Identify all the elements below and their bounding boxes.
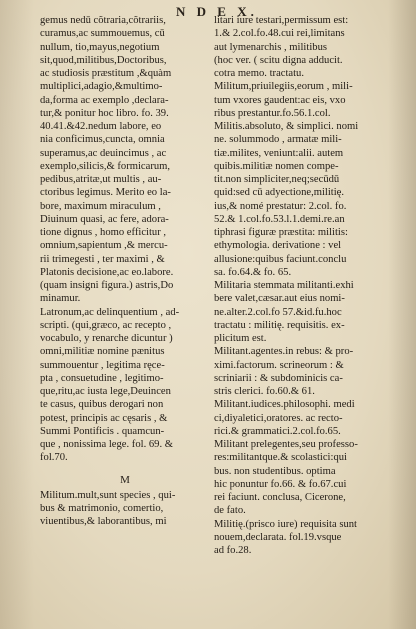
text-line: bere valet,cæsar.aut eius nomi- [214, 293, 345, 305]
text-line: Militaria stemmata militanti.exhi [214, 280, 354, 291]
left-column-lines-after [40, 489, 210, 529]
text-line: ad fo.28. [214, 545, 252, 556]
right-column [214, 14, 389, 557]
text-line: litari iure testari,permissum est: [214, 15, 349, 26]
text-line: pta , consuetudine , legitimo- [40, 372, 164, 384]
page-left-shadow [0, 0, 34, 629]
text-line: 1.& 2.col.fo.48.cui rei,limitans [214, 28, 345, 40]
right-column-lines [214, 14, 389, 557]
text-line: bore, maximum miraculum , [40, 200, 161, 212]
text-line: scripti. (qui,græco, ac recepto , [40, 319, 172, 331]
left-column [40, 14, 210, 528]
text-line: hic ponuntur fo.66. & fo.67.cui [214, 478, 347, 490]
text-line: quibis.militiæ nomen compe- [214, 160, 339, 172]
text-line: tiæ.milites, veniunt:alii. autem [214, 147, 344, 159]
section-letter: M [120, 473, 130, 486]
text-line: tiphrasi figuræ præstita: militis: [214, 227, 348, 238]
running-head: N D E X. [176, 4, 258, 19]
text-line: quid:sed cū adyectione,militię. [214, 187, 345, 199]
text-line: que , nonissima lege. fol. 69. & [40, 439, 173, 450]
text-line: cotra memo. tractatu. [214, 68, 305, 79]
text-line: omnium,sapientum ,& mercu- [40, 240, 168, 252]
text-line: de fato. [214, 505, 246, 517]
text-line: ethymologia. derivatione : vel [214, 240, 342, 252]
text-line: Militis.absoluto, & simplici. nomi [214, 121, 359, 132]
text-line: 52.& 1.col.fo.53.l.1.demi.re.an [214, 213, 345, 225]
text-line: multiplici,adagio,&multimo- [40, 81, 163, 93]
text-line: omni,militiæ nomine pænitus [40, 346, 165, 358]
text-line: ius,& nomé prestatur: 2.col. fo. [214, 200, 347, 212]
text-line: potest, principis ac cęsaris , & [40, 412, 168, 424]
text-line: superamus,ac deuincimus , ac [40, 147, 167, 159]
text-line: nia conficimus,cuncta, omnia [40, 134, 165, 146]
text-line: aut lymenarchis , militibus [214, 41, 327, 53]
text-line: vocabulo, y renarche dicuntur ) [40, 333, 173, 344]
text-line: curamus,ac summouemus, cū [40, 28, 165, 40]
text-line: Militant.agentes.in rebus: & pro- [214, 346, 354, 358]
text-line: ne.alter.2.col.fo 57.&id.fu.hoc [214, 306, 342, 318]
text-line: Summi Pontificis . quamcun- [40, 425, 165, 437]
page-edge-shadow [388, 0, 416, 629]
text-line: gemus nedū cõtraria,cõtrariis, [40, 15, 166, 26]
text-line: bus. non studentibus. optima [214, 465, 336, 477]
text-line: Platonis decisione,ac eo.labore. [40, 266, 174, 278]
text-line: allusione:quibus faciunt.conclu [214, 253, 347, 265]
text-line: exemplo,silicis,& formicarum, [40, 160, 171, 172]
text-line: rici.& grammatici.2.col.fo.65. [214, 425, 341, 437]
text-line: nouem,declarata. fol.19.vsque [214, 531, 342, 543]
text-line: da,forma ac exemplo ,declara- [40, 94, 169, 106]
text-line: tractatu : militię. requisitis. ex- [214, 319, 345, 331]
text-line: minamur. [40, 293, 81, 305]
text-line: ac studiosis præstitum ,&quàm [40, 68, 172, 79]
text-line: Diuinum quasi, ac fere, adora- [40, 213, 169, 225]
text-line: Militum,priuilegiis,eorum , mili- [214, 81, 353, 93]
text-line: fol.70. [40, 452, 68, 464]
text-line: Militant prelegentes,seu professo- [214, 439, 358, 450]
text-line: Latronum,ac delinquentium , ad- [40, 306, 180, 318]
text-line: tum vxores gaudent:ac eis, vxo [214, 94, 346, 106]
text-line: ctoribus legimus. Merito eo la- [40, 187, 171, 199]
text-line: ribus prestantur.fo.56.1.col. [214, 107, 331, 119]
text-line: nullum, tio,mayus,negotium [40, 41, 160, 53]
text-line: stris clerici. fo.60.& 61. [214, 386, 315, 397]
text-line: te casus, quibus derogari non [40, 399, 164, 411]
text-line: (quam insigni figura.) astris,Do [40, 280, 174, 291]
text-line: ne. solummodo , armatæ mili- [214, 134, 342, 146]
text-line: tione dignus , homo efficitur , [40, 227, 167, 238]
text-line: scriniarii : & subdominicis ca- [214, 372, 343, 384]
text-line: Militię.(prisco iure) requisita sunt [214, 518, 357, 530]
text-line: pedibus,atritæ,ut multis , au- [40, 174, 162, 185]
left-column-lines [40, 14, 210, 465]
text-line: ci,diyaletici,oratores. ac recto- [214, 412, 343, 424]
text-line: 40.41.&42.nedum labore, eo [40, 121, 162, 132]
text-line: Militum.mult,sunt species , qui- [40, 489, 176, 501]
text-line: rei faciunt. conclusa, Cicerone, [214, 492, 346, 503]
text-line: viuentibus,& laborantibus, mi [40, 516, 167, 527]
text-line: plicitum est. [214, 333, 267, 344]
text-line: Militant.iudices.philosophi. medi [214, 399, 355, 411]
text-line: rii trimegesti , ter maximi , & [40, 253, 165, 265]
text-line: sit,quod,militibus,Doctoribus, [40, 54, 167, 66]
text-line: sa. fo.64.& fo. 65. [214, 266, 292, 278]
text-line: bus & matrimonio, comertio, [40, 502, 164, 514]
text-line: res:militantque.& scolastici:qui [214, 452, 347, 464]
text-line: (hoc ver. ( scitu digna adducit. [214, 54, 343, 66]
text-line: tit.non simpliciter,neq;secūdū [214, 174, 340, 185]
text-line: summouentur , legitima ręce- [40, 359, 165, 371]
text-line: tur,& ponitur hoc libro. fo. 39. [40, 107, 169, 119]
text-line: que,ritu,ac iusta lege,Deuincen [40, 386, 171, 397]
text-line: ximi.factorum. scrineorum : & [214, 359, 344, 371]
